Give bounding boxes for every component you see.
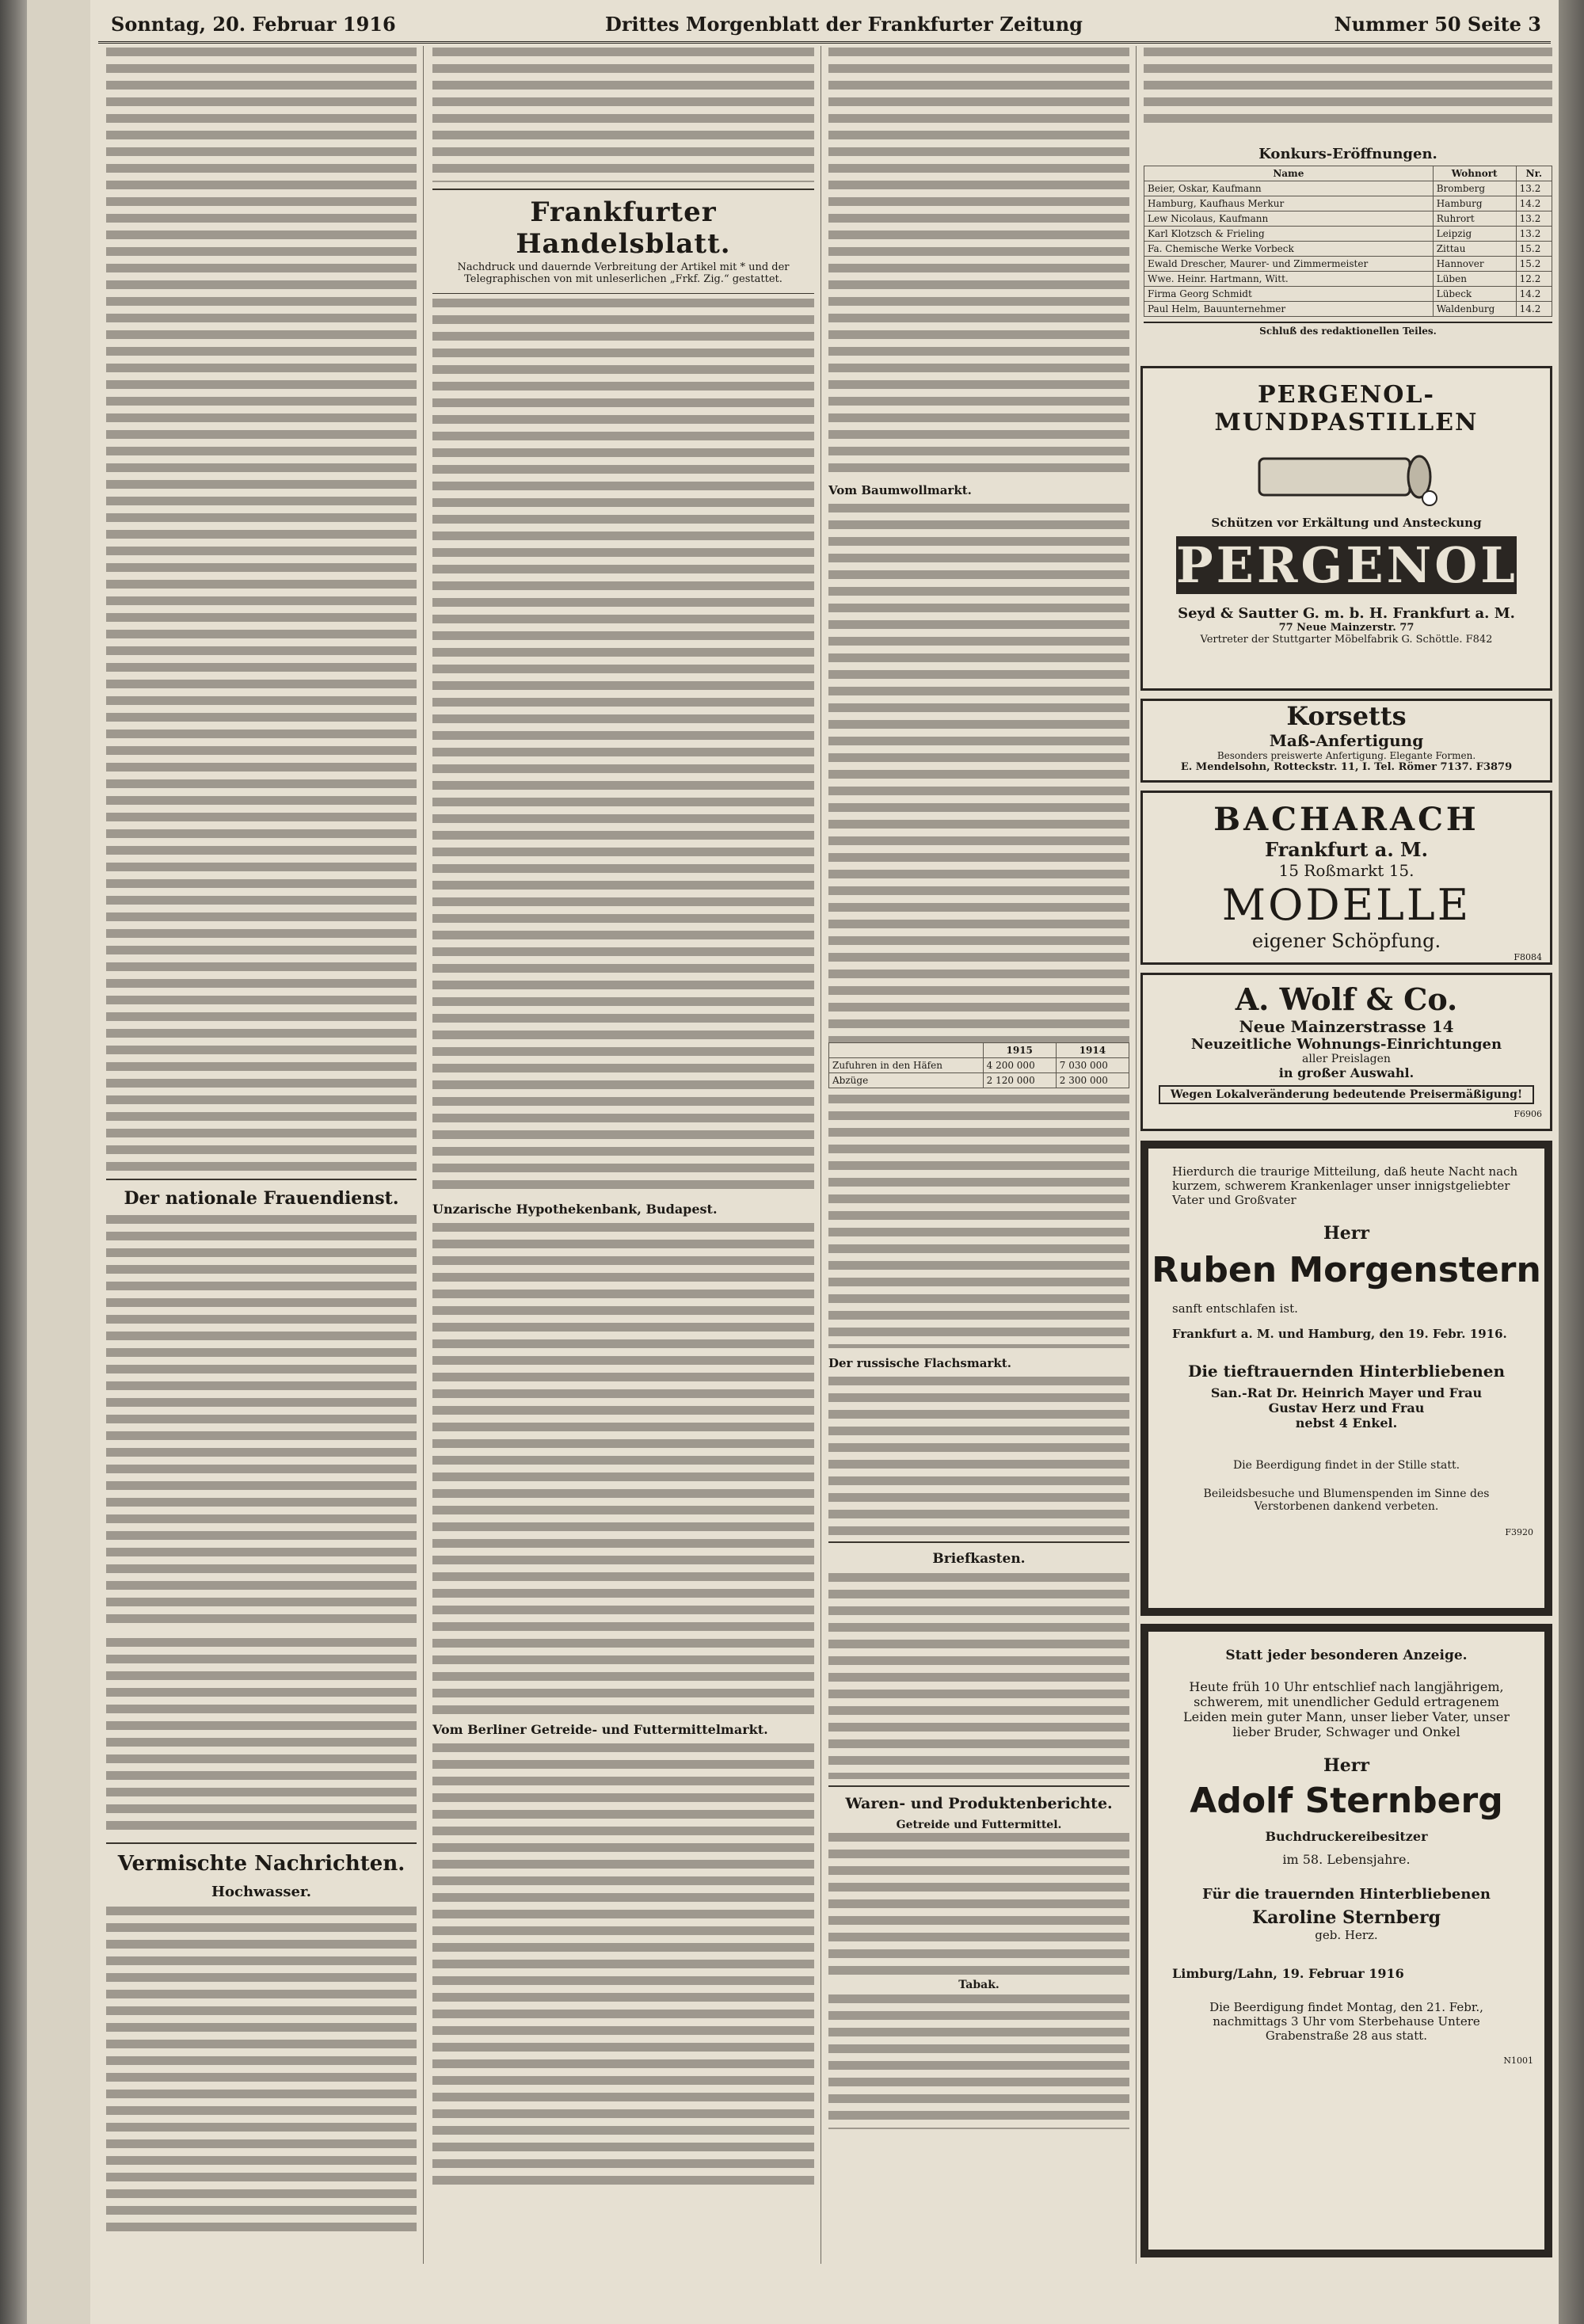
table-cell: Lüben bbox=[1433, 272, 1516, 287]
table-row bbox=[1144, 272, 1552, 287]
table-cell: 4 200 000 bbox=[983, 1058, 1056, 1073]
sternberg-notice bbox=[1140, 1624, 1552, 2257]
morgenstern-note: Beileidsbesuche und Blumenspenden im Sinne des Verstorbenen dankend verbeten. bbox=[1203, 1488, 1490, 1513]
korsetts-line3: E. Mendelsohn, Rotteckstr. 11, I. bbox=[1180, 761, 1371, 773]
morgenstern-line: sanft entschlafen ist. bbox=[1172, 1301, 1298, 1316]
table-row bbox=[1144, 302, 1552, 317]
table-cell: Zufuhren in den Häfen bbox=[829, 1058, 984, 1073]
hochwasser-heading: Hochwasser. bbox=[211, 1884, 312, 1900]
konkurs-table bbox=[1144, 166, 1552, 317]
table-cell: 13.2 bbox=[1516, 181, 1552, 196]
handelsblatt-subtitle: Nachdruck und dauernde Verbreitung der Artikel mit * und der Telegraphischen von mit unleserlichen „Frkf. Zig.“ gestattet. bbox=[457, 261, 790, 285]
masthead-title: Drittes Morgenblatt der Frankfurter Zeitung bbox=[605, 13, 1083, 36]
previous-page-edge bbox=[27, 0, 92, 2324]
bacharach-name: BACHARACH bbox=[1213, 801, 1479, 838]
table-row bbox=[1144, 227, 1552, 242]
column-1 bbox=[106, 48, 417, 2297]
table-cell: 12.2 bbox=[1516, 272, 1552, 287]
bacharach-address: 15 Roßmarkt 15. bbox=[1278, 861, 1415, 880]
article-text-block bbox=[828, 48, 1129, 475]
korsetts-address bbox=[1143, 761, 1550, 773]
korsetts-title: Korsetts bbox=[1286, 701, 1407, 731]
masthead-date: Sonntag, 20. Februar 1916 bbox=[111, 13, 396, 36]
table-cell: Lew Nicolaus, Kaufmann bbox=[1144, 211, 1434, 227]
korsetts-line2: Besonders preiswerte Anfertigung. Elegante Formen. bbox=[1217, 750, 1476, 761]
article-text-block bbox=[828, 1095, 1129, 1348]
baumwollmarkt-heading: Vom Baumwollmarkt. bbox=[828, 483, 972, 497]
table-row bbox=[1144, 196, 1552, 211]
flachsmarkt-heading: Der russische Flachsmarkt. bbox=[828, 1356, 1011, 1370]
wolf-address: Neue Mainzerstrasse 14 bbox=[1239, 1017, 1454, 1036]
morgenstern-place: Frankfurt a. M. und Hamburg, den 19. Febr. 1916. bbox=[1172, 1327, 1507, 1341]
morgenstern-intro: Hierdurch die traurige Mitteilung, daß heute Nacht nach kurzem, schwerem Krankenlager unser innigstgeliebter Vater und Großvater bbox=[1172, 1164, 1518, 1207]
column-rule bbox=[423, 46, 424, 2264]
pergenol-firm: Seyd & Sautter G. m. b. H. Frankfurt a. M. bbox=[1178, 605, 1515, 622]
korsetts-ad bbox=[1140, 699, 1552, 783]
bacharach-city: Frankfurt a. M. bbox=[1265, 838, 1428, 861]
warenberichte-heading: Waren- und Produktenberichte. bbox=[845, 1795, 1113, 1812]
market-report-block bbox=[1144, 48, 1552, 127]
konkurs-heading: Konkurs-Eröffnungen. bbox=[1258, 146, 1437, 162]
morgenstern-mourners1: San.-Rat Dr. Heinrich Mayer und Frau bbox=[1210, 1385, 1483, 1400]
morgenstern-mourners-title: Die tieftrauernden Hinterbliebenen bbox=[1187, 1362, 1506, 1381]
vermischte-nachrichten-heading: Vermischte Nachrichten. bbox=[117, 1852, 406, 1876]
table-row bbox=[1144, 211, 1552, 227]
page-edge-shadow bbox=[1559, 0, 1584, 2324]
sternberg-ref: N1001 bbox=[1503, 2055, 1533, 2066]
handelsblatt-title: Frankfurter Handelsblatt. bbox=[516, 196, 731, 260]
pergenol-tagline: Schützen vor Erkältung und Ansteckung bbox=[1211, 516, 1482, 530]
masthead-page-number: Nummer 50 Seite 3 bbox=[1334, 13, 1541, 36]
table-cell: 15.2 bbox=[1516, 257, 1552, 272]
sternberg-mourner-sub: geb. Herz. bbox=[1315, 1928, 1378, 1942]
wolf-line4: Wegen Lokalveränderung bedeutende Preisermäßigung! bbox=[1159, 1085, 1534, 1104]
bacharach-product: MODELLE bbox=[1221, 880, 1472, 930]
table-cell: Waldenburg bbox=[1433, 302, 1516, 317]
sternberg-profession: Buchdruckereibesitzer bbox=[1265, 1829, 1428, 1844]
sternberg-heading: Statt jeder besonderen Anzeige. bbox=[1225, 1648, 1468, 1663]
morgenstern-mourners3: nebst 4 Enkel. bbox=[1295, 1415, 1398, 1431]
article-text-block bbox=[106, 1638, 417, 1836]
wolf-ref: F6906 bbox=[1514, 1109, 1542, 1119]
wolf-line3: in großer Auswahl. bbox=[1278, 1065, 1415, 1080]
newspaper-page bbox=[90, 0, 1559, 2324]
table-cell: Lübeck bbox=[1433, 287, 1516, 302]
table-cell: Hannover bbox=[1433, 257, 1516, 272]
column-2 bbox=[432, 48, 814, 2297]
table-cell: 14.2 bbox=[1516, 287, 1552, 302]
table-cell: Beier, Oskar, Kaufmann bbox=[1144, 181, 1434, 196]
pergenol-right-address: 77 Neue Mainzerstr. 77 bbox=[1278, 622, 1415, 634]
table-cell: 15.2 bbox=[1516, 242, 1552, 257]
table-cell: Karl Klotzsch & Frieling bbox=[1144, 227, 1434, 242]
ungarische-hypothekenbank-heading: Unzarische Hypothekenbank, Budapest. bbox=[432, 1202, 718, 1217]
table-cell: Fa. Chemische Werke Vorbeck bbox=[1144, 242, 1434, 257]
table-cell: 7 030 000 bbox=[1056, 1058, 1129, 1073]
sternberg-place: Limburg/Lahn, 19. Februar 1916 bbox=[1172, 1966, 1404, 1981]
article-text-block bbox=[828, 1833, 1129, 1975]
table-cell: Bromberg bbox=[1433, 181, 1516, 196]
table-cell: Hamburg bbox=[1433, 196, 1516, 211]
table-row bbox=[1144, 257, 1552, 272]
wolf-line1: Neuzeitliche Wohnungs-Einrichtungen bbox=[1190, 1036, 1502, 1053]
section-rule bbox=[432, 293, 814, 294]
sternberg-mourner: Karoline Sternberg bbox=[1252, 1907, 1441, 1928]
article-text-block bbox=[106, 1907, 417, 2231]
column-3 bbox=[828, 48, 1129, 2297]
section-rule bbox=[432, 189, 814, 190]
article-text-block bbox=[432, 1743, 814, 2187]
table-cell: 13.2 bbox=[1516, 211, 1552, 227]
redaktion-end-note: Schluß des redaktionellen Teiles. bbox=[1144, 322, 1552, 337]
tabak-subheading: Tabak. bbox=[958, 1979, 1000, 1991]
section-rule bbox=[828, 1541, 1129, 1543]
column-rule bbox=[1136, 46, 1137, 2264]
wolf-line2: aller Preislagen bbox=[1302, 1053, 1391, 1065]
table-cell: 14.2 bbox=[1516, 302, 1552, 317]
table-cell: Ewald Drescher, Maurer- und Zimmermeister bbox=[1144, 257, 1434, 272]
wolf-ad bbox=[1140, 973, 1552, 1131]
table-cell: Zittau bbox=[1433, 242, 1516, 257]
table-header-cell: Wohnort bbox=[1433, 166, 1516, 181]
table-cell: 14.2 bbox=[1516, 196, 1552, 211]
wolf-name: A. Wolf & Co. bbox=[1235, 981, 1458, 1017]
table-cell: Hamburg, Kaufhaus Merkur bbox=[1144, 196, 1434, 211]
morgenstern-mourners2: Gustav Herz und Frau bbox=[1268, 1400, 1425, 1415]
pastille-tube-icon bbox=[1251, 441, 1441, 512]
article-text-block bbox=[432, 48, 814, 182]
table-row bbox=[829, 1058, 1129, 1073]
nationale-frauendienst-heading: Der nationale Frauendienst. bbox=[124, 1188, 399, 1209]
article-text-block bbox=[432, 299, 814, 1194]
article-text-block bbox=[828, 1573, 1129, 1779]
table-cell: Firma Georg Schmidt bbox=[1144, 287, 1434, 302]
table-cell: 13.2 bbox=[1516, 227, 1552, 242]
table-cell: 2 300 000 bbox=[1056, 1073, 1129, 1088]
article-text-block bbox=[828, 504, 1129, 1042]
table-header-row bbox=[1144, 166, 1552, 181]
table-row bbox=[829, 1073, 1129, 1088]
sternberg-title: Herr bbox=[1323, 1755, 1369, 1776]
sternberg-burial: Die Beerdigung findet Montag, den 21. Febr., nachmittags 3 Uhr vom Sterbehause Untere Grabenstraße 28 aus statt. bbox=[1209, 2000, 1483, 2043]
morgenstern-ref: F3920 bbox=[1505, 1527, 1533, 1537]
korsetts-line1: Maß-Anfertigung bbox=[1269, 731, 1424, 750]
pergenol-address: Vertreter der Stuttgarter Möbelfabrik G. Schöttle. F842 bbox=[1200, 634, 1493, 646]
table-cell: Ruhrort bbox=[1433, 211, 1516, 227]
sternberg-name: Adolf Sternberg bbox=[1190, 1781, 1503, 1821]
korsetts-ref: F3879 bbox=[1475, 761, 1513, 773]
section-rule bbox=[828, 1785, 1129, 1787]
sternberg-age: im 58. Lebensjahre. bbox=[1282, 1852, 1411, 1867]
table-header-cell: Nr. bbox=[1516, 166, 1552, 181]
bacharach-ref: F8084 bbox=[1514, 952, 1542, 962]
table-header-cell bbox=[829, 1043, 984, 1058]
getreide-subheading: Getreide und Futtermittel. bbox=[896, 1819, 1062, 1831]
table-header-row bbox=[829, 1043, 1129, 1058]
baumwoll-table bbox=[828, 1042, 1129, 1088]
morgenstern-notice bbox=[1140, 1141, 1552, 1616]
masthead bbox=[98, 5, 1551, 44]
table-cell: Leipzig bbox=[1433, 227, 1516, 242]
table-header-cell: 1915 bbox=[983, 1043, 1056, 1058]
table-cell: Wwe. Heinr. Hartmann, Witt. bbox=[1144, 272, 1434, 287]
article-text-block bbox=[828, 1377, 1129, 1535]
table-header-cell: Name bbox=[1144, 166, 1434, 181]
article-text-block bbox=[106, 1215, 417, 1627]
column-4-top bbox=[1144, 48, 1552, 143]
pergenol-ad bbox=[1140, 366, 1552, 691]
table-row bbox=[1144, 242, 1552, 257]
table-cell: Abzüge bbox=[829, 1073, 984, 1088]
morgenstern-title: Herr bbox=[1323, 1223, 1369, 1244]
sternberg-intro: Heute früh 10 Uhr entschlief nach langjährigem, schwerem, mit unendlicher Geduld ertragenem Leiden mein guter Mann, unser lieber Vater, unser lieber Bruder, Schwager und Onkel bbox=[1182, 1679, 1510, 1739]
section-rule bbox=[106, 1842, 417, 1844]
book-binding bbox=[0, 0, 27, 2324]
korsetts-tel: Tel. Römer 7137. bbox=[1374, 761, 1473, 773]
berliner-getreide-heading: Vom Berliner Getreide- und Futtermittelmarkt. bbox=[432, 1722, 768, 1737]
section-rule bbox=[106, 1179, 417, 1180]
table-row bbox=[1144, 287, 1552, 302]
bacharach-ad bbox=[1140, 791, 1552, 965]
sternberg-mourners-title: Für die trauernden Hinterbliebenen bbox=[1202, 1886, 1491, 1903]
briefkasten-heading: Briefkasten. bbox=[932, 1551, 1026, 1567]
table-cell: 2 120 000 bbox=[983, 1073, 1056, 1088]
morgenstern-name: Ruben Morgenstern bbox=[1152, 1250, 1541, 1290]
pergenol-arc-text: PERGENOL-MUNDPASTILLEN bbox=[1214, 381, 1479, 436]
bacharach-slogan: eigener Schöpfung. bbox=[1251, 930, 1441, 952]
table-header-cell: 1914 bbox=[1056, 1043, 1129, 1058]
article-text-block bbox=[432, 1223, 814, 1714]
morgenstern-burial: Die Beerdigung findet in der Stille statt. bbox=[1232, 1459, 1460, 1472]
table-cell: Paul Helm, Bauunternehmer bbox=[1144, 302, 1434, 317]
table-row bbox=[1144, 181, 1552, 196]
article-text-block bbox=[106, 48, 417, 1172]
pergenol-brand: PERGENOL bbox=[1176, 536, 1518, 594]
article-text-block bbox=[828, 1994, 1129, 2129]
konkurs-section bbox=[1144, 144, 1552, 358]
